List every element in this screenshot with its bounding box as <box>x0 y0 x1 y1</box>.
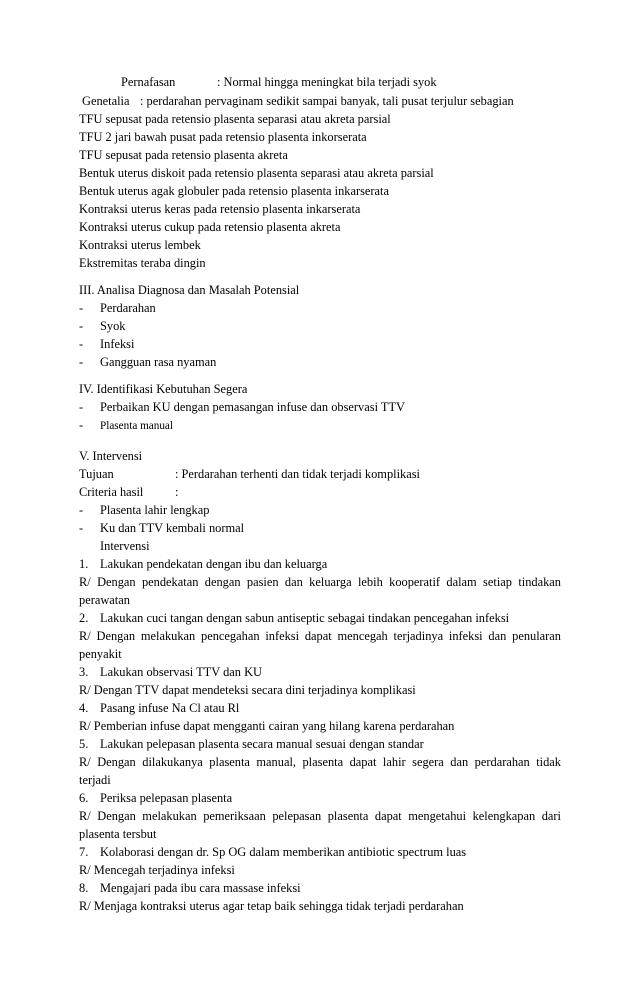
observation-line: Bentuk uterus diskoit pada retensio plasenta separasi atau akreta parsial <box>79 166 434 180</box>
rationale-line: penyakit <box>79 647 122 661</box>
criteria-label: Criteria hasil <box>79 485 144 499</box>
rationale-line: perawatan <box>79 593 130 607</box>
intervention-item: 5. Lakukan pelepasan plasenta secara manual sesuai dengan standar <box>79 737 424 751</box>
need-item: - Perbaikan KU dengan pemasangan infuse dan observasi TTV <box>79 400 405 414</box>
rationale-line: R/ Dengan melakukan pencegahan infeksi dapat mencegah terjadinya infeksi dan penularan <box>79 629 561 643</box>
observation-line: Bentuk uterus agak globuler pada retensio plasenta inkarserata <box>79 184 389 198</box>
diagnosis-item: - Infeksi <box>79 337 135 351</box>
observation-line: Kontraksi uterus keras pada retensio plasenta inkarserata <box>79 202 361 216</box>
rationale-line: plasenta tersbut <box>79 827 157 841</box>
pernafasan-value: : Normal hingga meningkat bila terjadi syok <box>217 75 437 89</box>
criteria-line <box>79 484 178 501</box>
tujuan-value: : Perdarahan terhenti dan tidak terjadi komplikasi <box>175 467 420 481</box>
observation-line: TFU sepusat pada retensio plasenta separasi atau akreta parsial <box>79 112 391 126</box>
observation-line: Kontraksi uterus cukup pada retensio plasenta akreta <box>79 220 341 234</box>
rationale-line: R/ Pemberian infuse dapat mengganti cairan yang hilang karena perdarahan <box>79 719 455 733</box>
intervention-item: 4. Pasang infuse Na Cl atau Rl <box>79 701 240 715</box>
tujuan-line <box>79 466 420 483</box>
section-4-heading: IV. Identifikasi Kebutuhan Segera <box>79 382 248 396</box>
criteria-item: - Ku dan TTV kembali normal <box>79 521 245 535</box>
observation-line: TFU sepusat pada retensio plasenta akreta <box>79 148 288 162</box>
criteria-item: - Plasenta lahir lengkap <box>79 503 210 517</box>
intervention-item: 6. Periksa pelepasan plasenta <box>79 791 233 805</box>
diagnosis-item: - Gangguan rasa nyaman <box>79 355 217 369</box>
rationale-line: R/ Dengan melakukan pemeriksaan pelepasan plasenta dapat mengetahui kelengkapan dari <box>79 809 561 823</box>
pernafasan-line <box>121 74 437 91</box>
rationale-line: terjadi <box>79 773 111 787</box>
genetalia-label: Genetalia <box>82 94 130 108</box>
observation-line: Kontraksi uterus lembek <box>79 238 201 252</box>
section-3-heading: III. Analisa Diagnosa dan Masalah Potensial <box>79 283 300 297</box>
rationale-line: R/ Menjaga kontraksi uterus agar tetap baik sehingga tidak terjadi perdarahan <box>79 899 464 913</box>
genetalia-value: : perdarahan pervaginam sedikit sampai banyak, tali pusat terjulur sebagian <box>140 94 514 108</box>
section-5-heading: V. Intervensi <box>79 449 143 463</box>
rationale-line: R/ Dengan pendekatan dengan pasien dan keluarga lebih kooperatif dalam setiap tindakan <box>79 575 561 589</box>
need-item: - Plasenta manual <box>79 418 174 432</box>
intervention-item: 7. Kolaborasi dengan dr. Sp OG dalam memberikan antibiotic spectrum luas <box>79 845 467 859</box>
diagnosis-item: - Perdarahan <box>79 301 156 315</box>
intervensi-label: Intervensi <box>100 539 150 553</box>
rationale-line: R/ Mencegah terjadinya infeksi <box>79 863 235 877</box>
observation-line: TFU 2 jari bawah pusat pada retensio plasenta inkorserata <box>79 130 367 144</box>
intervention-item: 3. Lakukan observasi TTV dan KU <box>79 665 262 679</box>
intervention-item: 1. Lakukan pendekatan dengan ibu dan keluarga <box>79 557 328 571</box>
intervention-item: 8. Mengajari pada ibu cara massase infeksi <box>79 881 301 895</box>
diagnosis-item: - Syok <box>79 319 126 333</box>
observation-line: Ekstremitas teraba dingin <box>79 256 206 270</box>
tujuan-label: Tujuan <box>79 467 114 481</box>
criteria-value: : <box>175 485 179 499</box>
intervention-item: 2. Lakukan cuci tangan dengan sabun antiseptic sebagai tindakan pencegahan infeksi <box>79 611 510 625</box>
rationale-line: R/ Dengan TTV dapat mendeteksi secara dini terjadinya komplikasi <box>79 683 416 697</box>
rationale-line: R/ Dengan dilakukanya plasenta manual, plasenta dapat lahir segera dan perdarahan tidak <box>79 755 561 769</box>
pernafasan-label: Pernafasan <box>121 75 176 89</box>
genetalia-line <box>82 93 514 110</box>
